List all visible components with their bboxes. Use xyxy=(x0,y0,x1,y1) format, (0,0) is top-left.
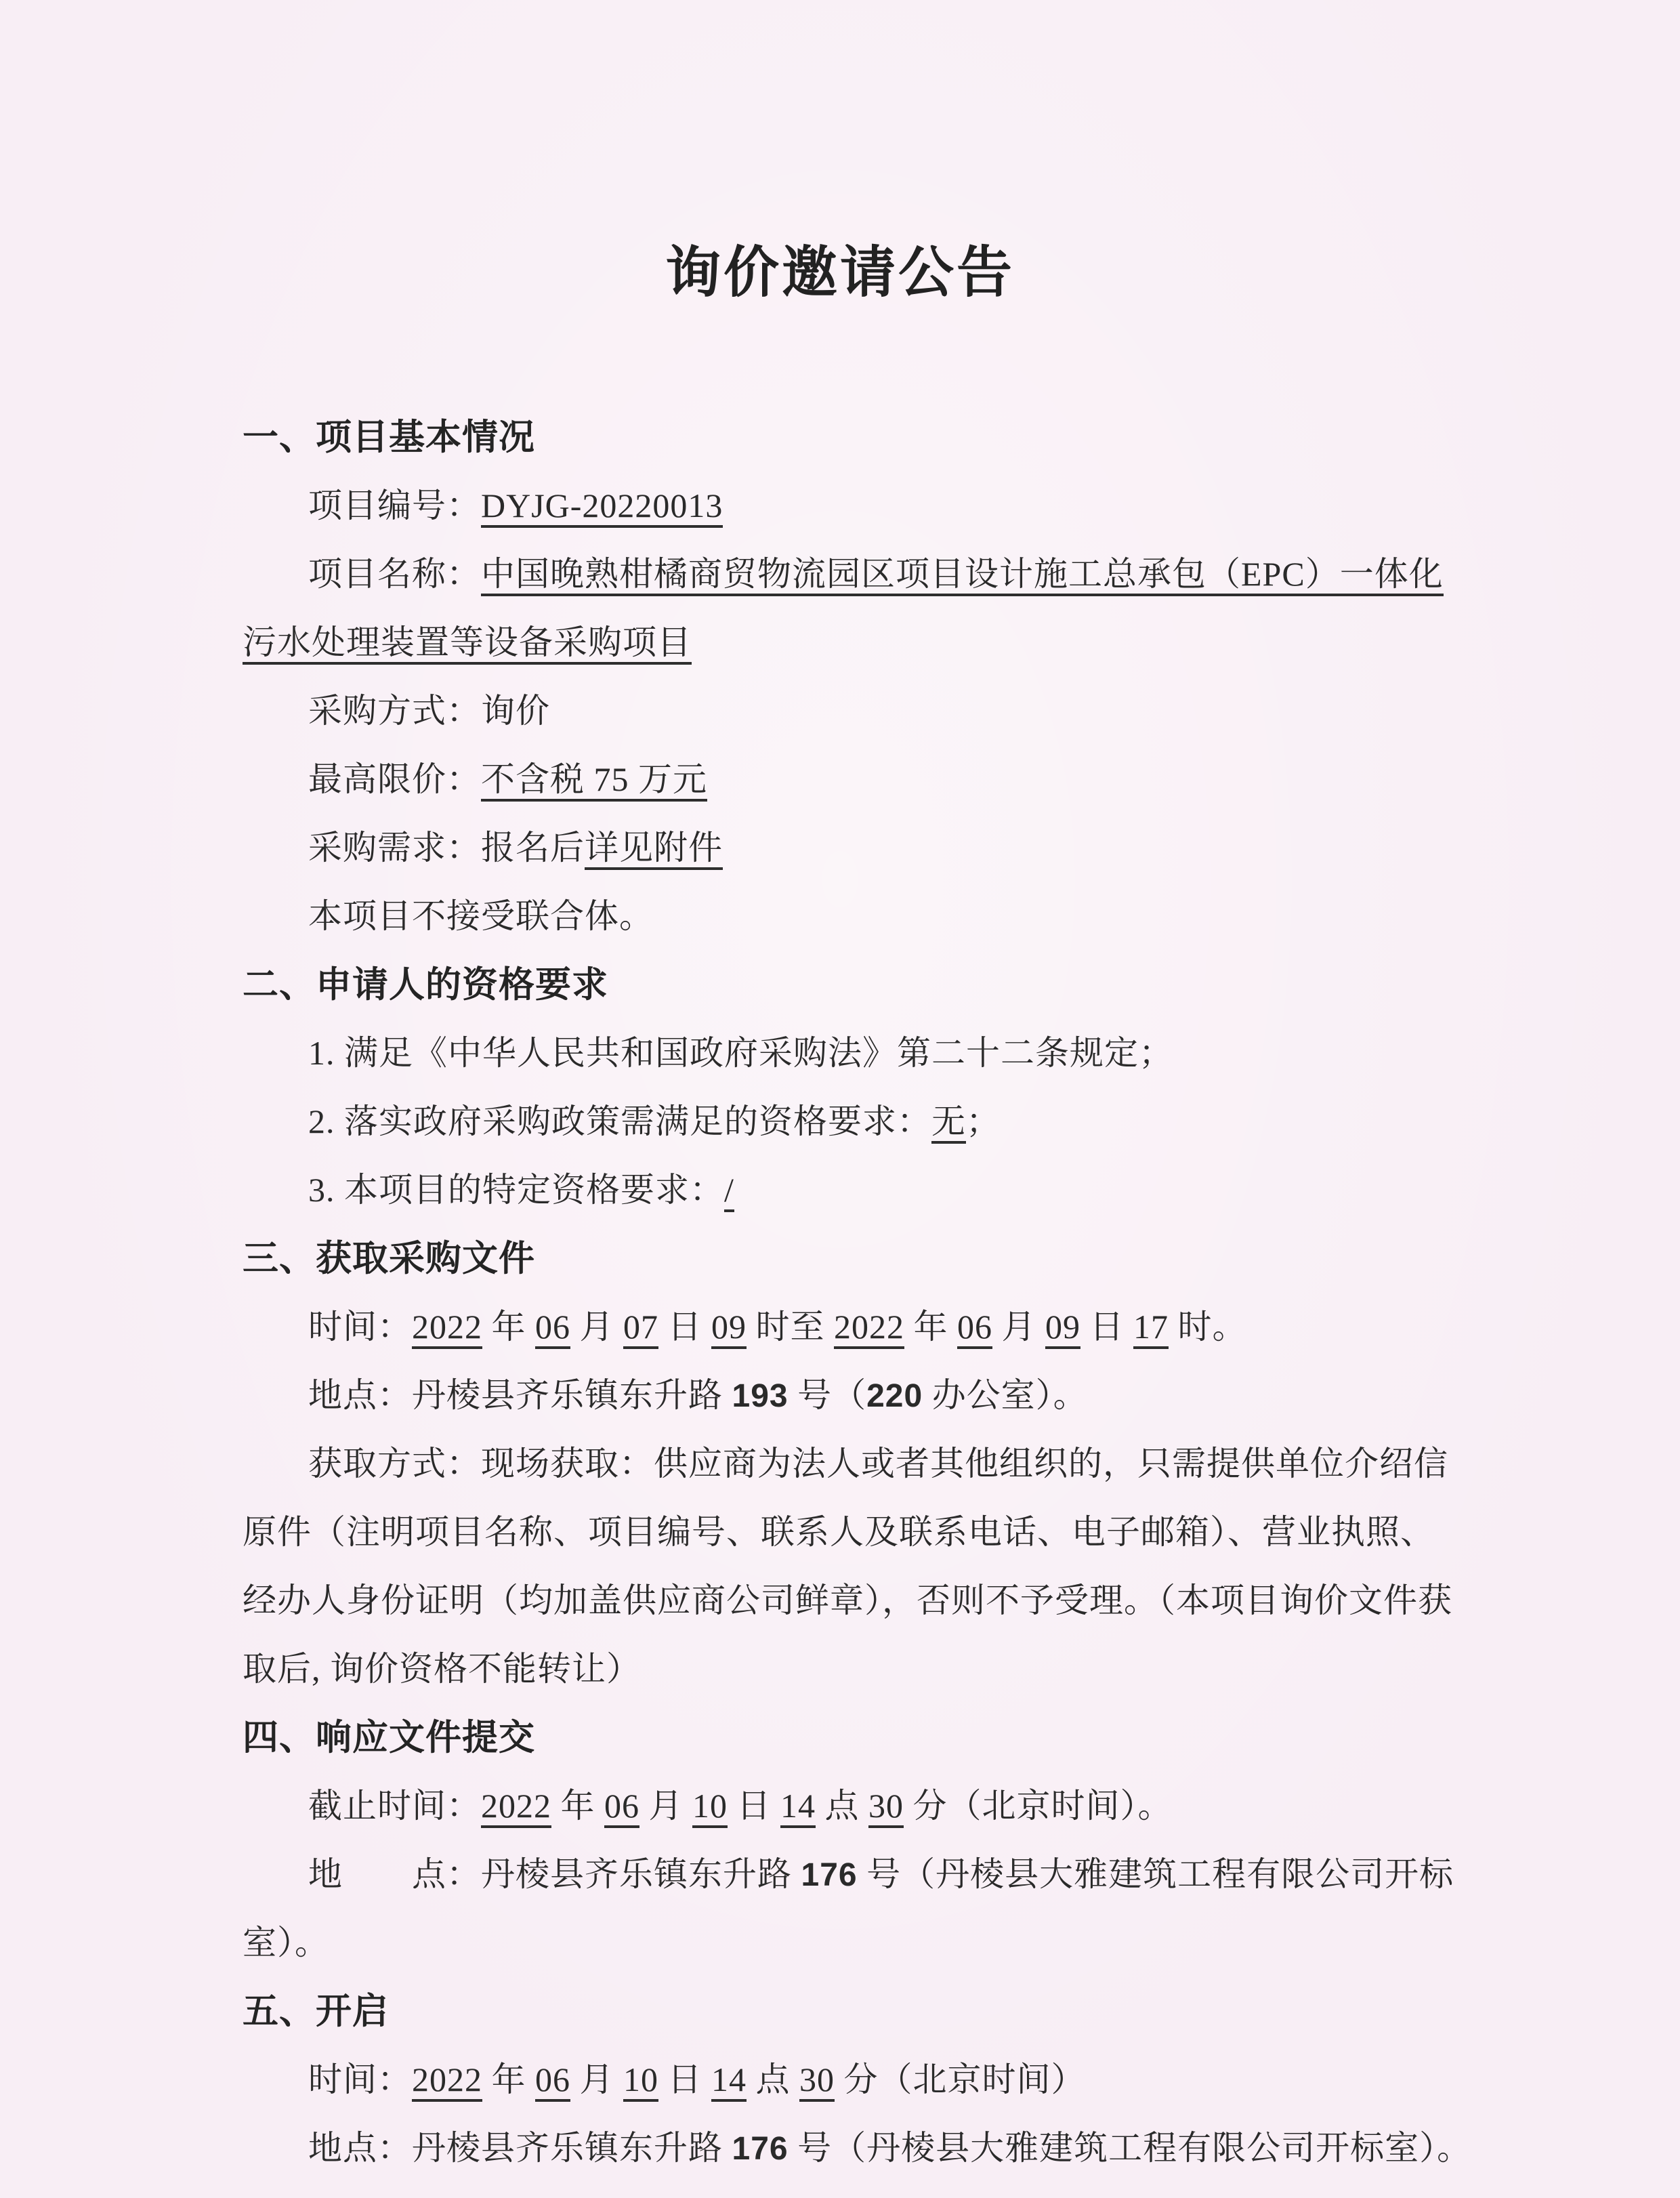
text-run: 日 xyxy=(1080,1308,1133,1346)
text-run: 地点：丹棱县齐乐镇东升路 xyxy=(308,2129,732,2167)
document-line xyxy=(0,1635,1680,1703)
text-run: 截止时间： xyxy=(308,1787,481,1825)
text-run: 月 xyxy=(992,1308,1045,1346)
section-heading xyxy=(0,1224,1680,1293)
text-run: 时至 xyxy=(747,1308,834,1346)
document-line xyxy=(0,1430,1680,1498)
underlined-text: 06 xyxy=(957,1308,992,1349)
text-run: 号（丹棱县大雅建筑工程有限公司开标室）。 xyxy=(788,2129,1472,2167)
text-run: 二、申请人的资格要求 xyxy=(243,965,608,1005)
document-line xyxy=(0,1156,1680,1224)
text-run: 年 xyxy=(482,1308,535,1346)
text-run: 点 xyxy=(747,2060,799,2098)
text-run: 办公室）。 xyxy=(923,1376,1088,1414)
underlined-text: 污水处理装置等设备采购项目 xyxy=(243,623,692,665)
underlined-text: 06 xyxy=(535,1308,570,1349)
document-line xyxy=(0,1909,1680,1977)
underlined-text: 10 xyxy=(623,2060,658,2102)
document-line xyxy=(0,540,1680,608)
document-line xyxy=(0,472,1680,540)
underlined-text: 10 xyxy=(692,1787,728,1828)
bold-number: 176 xyxy=(732,2131,789,2167)
text-run: 点 xyxy=(816,1787,868,1825)
text-run: 经办人身份证明（均加盖供应商公司鲜章），否则不予受理。（本项目询价文件获 xyxy=(243,1581,1452,1619)
text-run: 本项目不接受联合体。 xyxy=(308,897,654,935)
text-run: 室）。 xyxy=(243,1924,329,1962)
underlined-text: 09 xyxy=(711,1308,747,1349)
document-line xyxy=(0,1087,1680,1156)
underlined-text: 30 xyxy=(799,2060,835,2102)
document-line xyxy=(0,745,1680,814)
text-run: 最高限价： xyxy=(308,760,481,798)
document-line xyxy=(0,1361,1680,1430)
text-run: 年 xyxy=(482,2060,535,2098)
text-run: 地 点：丹棱县齐乐镇东升路 xyxy=(308,1855,801,1893)
underlined-text: 2022 xyxy=(834,1308,904,1349)
text-run: 号（丹棱县大雅建筑工程有限公司开标 xyxy=(857,1855,1454,1893)
underlined-text: 06 xyxy=(535,2060,570,2102)
underlined-text: 2022 xyxy=(412,1308,482,1349)
document-body xyxy=(0,403,1680,2182)
underlined-text: / xyxy=(724,1171,734,1212)
text-run: 三、获取采购文件 xyxy=(243,1239,535,1279)
underlined-text: 07 xyxy=(623,1308,658,1349)
text-run: 获取方式：现场获取：供应商为法人或者其他组织的，只需提供单位介绍信 xyxy=(308,1445,1448,1482)
text-run: 日 xyxy=(728,1787,780,1825)
document-line xyxy=(0,608,1680,677)
section-heading xyxy=(0,403,1680,472)
document-line xyxy=(0,2046,1680,2114)
bold-number: 220 xyxy=(866,1378,923,1414)
text-run: 一、项目基本情况 xyxy=(243,417,535,457)
text-run: 时间： xyxy=(308,2060,412,2098)
document-line xyxy=(0,677,1680,745)
text-run: 年 xyxy=(904,1308,957,1346)
underlined-text: 2022 xyxy=(481,1787,551,1828)
underlined-text: 中国晚熟柑橘商贸物流园区项目设计施工总承包（EPC）一体化 xyxy=(481,555,1444,596)
document-line xyxy=(0,1019,1680,1087)
text-run: 号（ xyxy=(788,1376,867,1414)
document-line xyxy=(0,814,1680,882)
text-run: 地点：丹棱县齐乐镇东升路 xyxy=(308,1376,732,1414)
text-run: 2. 落实政府采购政策需满足的资格要求： xyxy=(308,1102,931,1140)
underlined-text: 14 xyxy=(780,1787,816,1828)
text-run: 月 xyxy=(570,2060,623,2098)
text-run: 日 xyxy=(658,1308,711,1346)
underlined-text: 09 xyxy=(1045,1308,1080,1349)
section-heading xyxy=(0,1977,1680,2046)
document-line xyxy=(0,1293,1680,1361)
underlined-text: 无 xyxy=(931,1102,966,1144)
text-run: 原件（注明项目名称、项目编号、联系人及联系电话、电子邮箱）、营业执照、 xyxy=(243,1513,1435,1551)
bold-number: 193 xyxy=(732,1378,789,1414)
document-line xyxy=(0,1840,1680,1909)
document-line xyxy=(0,1567,1680,1635)
document-line xyxy=(0,882,1680,951)
underlined-text: 详见附件 xyxy=(585,829,723,870)
text-run: 五、开启 xyxy=(243,1991,389,2031)
text-run: 项目编号： xyxy=(308,486,481,524)
text-run: 采购需求：报名后 xyxy=(308,829,585,867)
underlined-text: DYJG-20220013 xyxy=(481,486,723,528)
underlined-text: 30 xyxy=(868,1787,904,1828)
bold-number: 176 xyxy=(801,1857,858,1893)
text-run: 分（北京时间）。 xyxy=(904,1787,1173,1825)
underlined-text: 2022 xyxy=(412,2060,482,2102)
underlined-text: 14 xyxy=(711,2060,747,2102)
document-line xyxy=(0,2114,1680,2182)
text-run: 项目名称： xyxy=(308,555,481,593)
document-title: 询价邀请公告 xyxy=(665,242,1015,304)
text-run: 日 xyxy=(658,2060,711,2098)
text-run: 年 xyxy=(551,1787,604,1825)
text-run: ； xyxy=(966,1102,1001,1140)
text-run: 时。 xyxy=(1169,1308,1247,1346)
text-run: 月 xyxy=(570,1308,623,1346)
underlined-text: 06 xyxy=(604,1787,639,1828)
text-run: 取后, 询价资格不能转让） xyxy=(243,1650,641,1688)
document-line xyxy=(0,1498,1680,1567)
text-run: 1. 满足《中华人民共和国政府采购法》第二十二条规定； xyxy=(308,1034,1173,1072)
section-heading xyxy=(0,1703,1680,1772)
text-run: 分（北京时间） xyxy=(835,2060,1086,2098)
underlined-text: 17 xyxy=(1133,1308,1169,1349)
text-run: 3. 本项目的特定资格要求： xyxy=(308,1171,724,1209)
section-heading xyxy=(0,951,1680,1019)
document-line xyxy=(0,1772,1680,1840)
underlined-text: 不含税 75 万元 xyxy=(481,760,707,802)
text-run: 月 xyxy=(639,1787,692,1825)
text-run: 四、响应文件提交 xyxy=(243,1718,535,1758)
text-run: 采购方式：询价 xyxy=(308,692,550,730)
text-run: 时间： xyxy=(308,1308,412,1346)
